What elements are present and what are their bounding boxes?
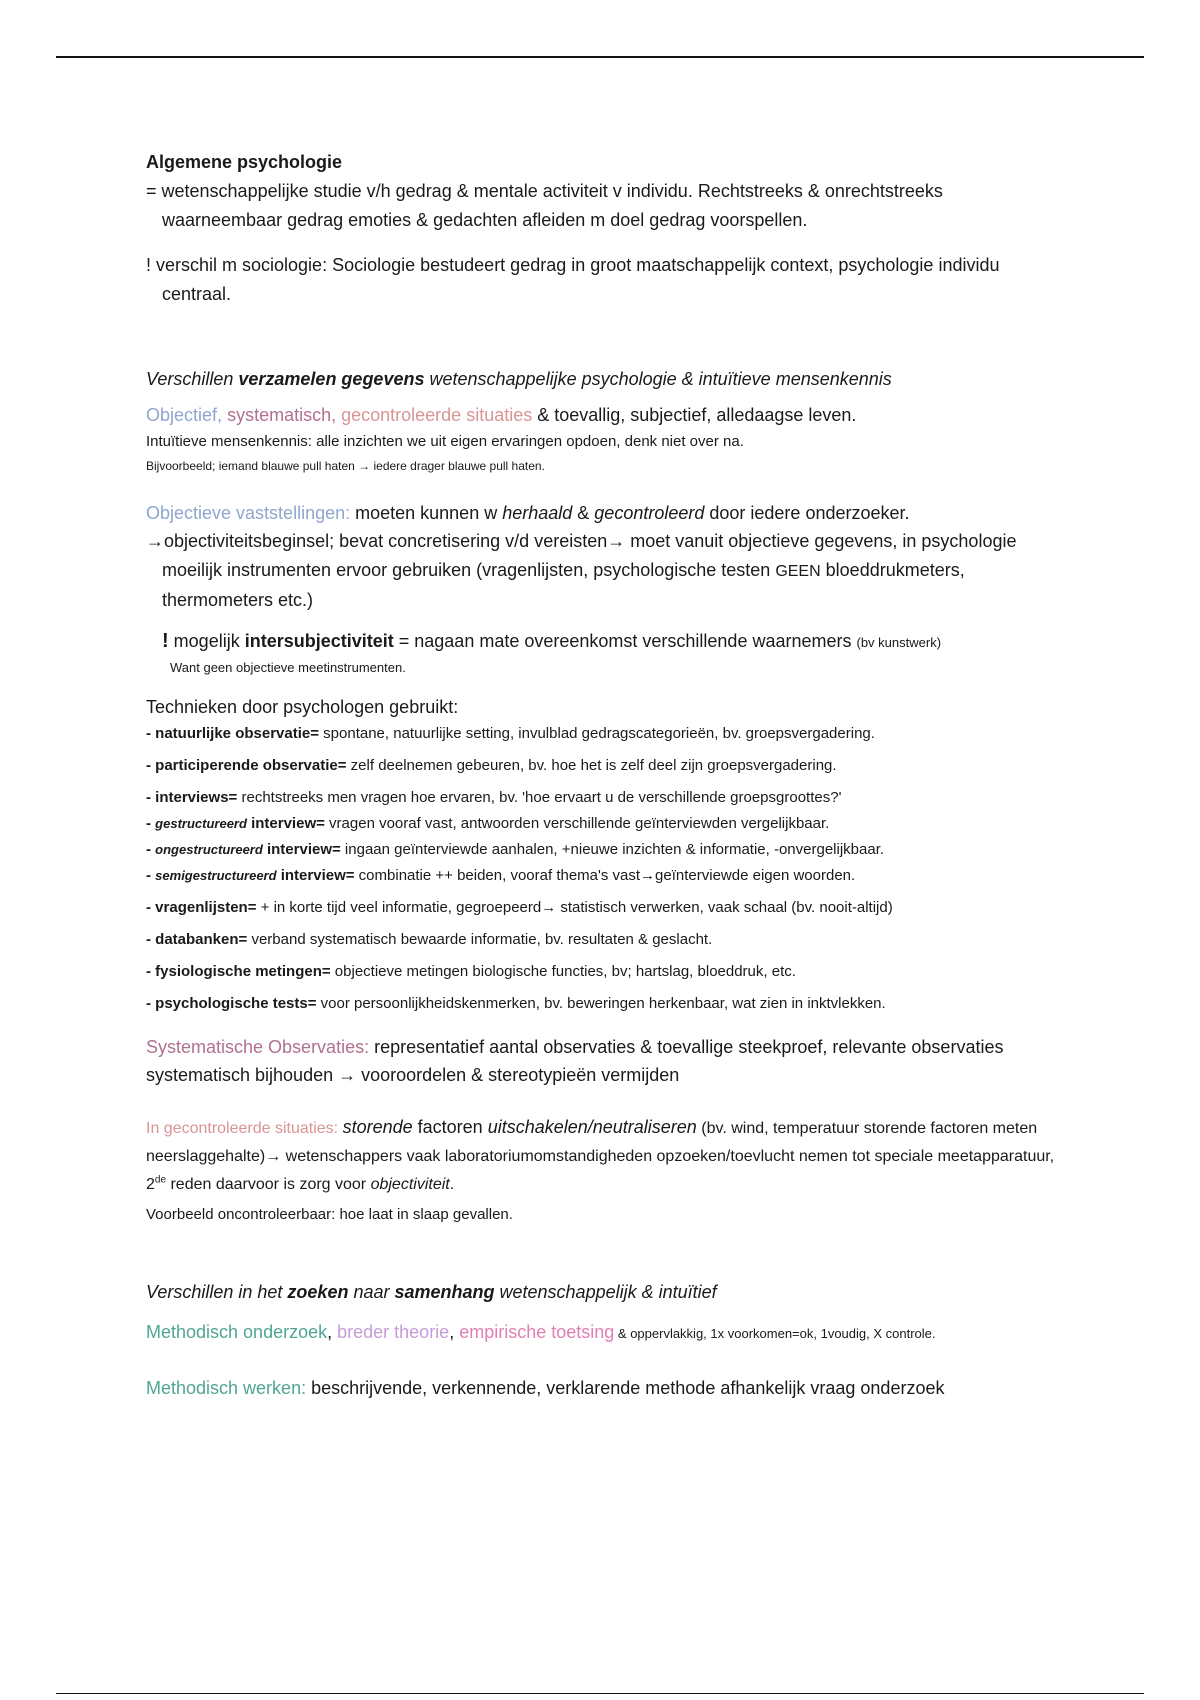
punct: , (331, 405, 342, 425)
technique-description: voor persoonlijkheidskenmerken, bv. beweringen herkenbaar, wat zien in inktvlekken. (316, 995, 886, 1012)
technique-item (146, 785, 1066, 811)
technique-term: interviews= (155, 789, 238, 806)
technique-description: spontane, natuurlijke setting, invulblad gedragscategorieën, bv. groepsvergadering. (319, 725, 875, 742)
technique-term: databanken= (155, 931, 248, 948)
technique-bullet: - (146, 899, 156, 916)
technique-subtype: ongestructureerd (155, 842, 263, 857)
italic-storende: storende (342, 1117, 413, 1137)
punct: , (327, 1322, 338, 1342)
text-part: reden daarvoor is zorg voor (166, 1176, 371, 1193)
inter-note: (bv kunstwerk) (856, 635, 942, 650)
kw-objectief: Objectief (146, 405, 218, 425)
technique-item (146, 927, 1066, 953)
definition-text: wetenschappelijke studie v/h gedrag & mentale activiteit v individu. Rechtstreeks & onrechtstreeks waarneembaar gedrag emoties & gedachten afleiden m doel gedrag voorspellen. (161, 181, 943, 230)
kw-gecontroleerd: gecontroleerde situaties (341, 405, 533, 425)
italic-herhaald: herhaald (502, 503, 573, 523)
heading-part: wetenschappelijke psychologie & intuïtieve mensenkennis (424, 369, 892, 389)
heading-bold: zoeken (287, 1282, 349, 1302)
italic-objectiviteit: objectiviteit (370, 1176, 450, 1193)
principle-text: →objectiviteitsbeginsel; bevat concretisering v/d vereisten→ moet vanuit objectieve gegevens, in psychologie moeilijk instrumenten ervoor gebruiken (vragenlijsten, psychologische testen (146, 531, 1017, 580)
section1-heading (146, 365, 1066, 393)
technique-term: psychologische tests= (155, 995, 317, 1012)
technique-item (146, 863, 1066, 889)
text-part: door iedere onderzoeker. (704, 503, 910, 523)
technique-description: objectieve metingen biologische functies, bv; hartslag, bloeddruk, etc. (330, 963, 796, 980)
kw-methodisch-werken: Methodisch werken: (146, 1378, 307, 1398)
document-body (146, 148, 1066, 1402)
technique-item (146, 959, 1066, 985)
technique-term: interview= (276, 867, 355, 884)
technique-term: interview= (246, 815, 325, 832)
heading-bold: verzamelen gegevens (238, 369, 425, 389)
technique-item (146, 991, 1066, 1017)
inter-reason-text: Want geen objectieve meetinstrumenten. (170, 660, 406, 675)
intersubjectivity (146, 627, 1066, 657)
technique-description: ingaan geïnterviewde aanhalen, +nieuwe inzichten & informatie, -onvergelijkbaar. (340, 841, 885, 858)
text-part: factoren (412, 1117, 488, 1137)
controlled-situations (146, 1113, 1066, 1199)
kw-gecontroleerde-situaties: In gecontroleerde situaties: (146, 1120, 339, 1137)
exclamation-mark: ! (162, 630, 169, 652)
italic-gecontroleerd: gecontroleerd (594, 503, 705, 523)
technique-term: participerende observatie= (155, 757, 347, 774)
technique-bullet: - (146, 815, 156, 832)
controlled-text: (bv. wind, temperatuur storende factoren meten neerslaggehalte)→ wetenschappers vaak laboratoriumomstandigheden opzoeken/toevlucht nemen tot speciale meetapparatuur, 2 (146, 1120, 1055, 1193)
techniques-intro (146, 693, 1066, 721)
methodisch-werken (146, 1374, 1066, 1402)
technique-description: rechtstreeks men vragen hoe ervaren, bv. 'hoe ervaart u de verschillende groepsgroottes?' (237, 789, 842, 806)
intuitive-text: Intuïtieve mensenkennis: alle inzichten we uit eigen ervaringen opdoen, denk niet over na. (146, 433, 744, 450)
technique-description: verband systematisch bewaarde informatie, bv. resultaten & geslacht. (247, 931, 713, 948)
kw-empirische-toetsing: empirische toetsing (459, 1322, 615, 1342)
systematic-observations (146, 1033, 1066, 1089)
techniques-intro-text: Technieken door psychologen gebruikt: (146, 697, 459, 717)
technique-description: zelf deelnemen gebeuren, bv. hoe het is zelf deel zijn groepsvergadering. (346, 757, 837, 774)
sociology-note-text: ! verschil m sociologie: Sociologie bestudeert gedrag in groot maatschappelijk context, psychologie individu centraal. (146, 255, 1000, 304)
section2-rest: & oppervlakkig, 1x voorkomen=ok, 1voudig, X controle. (614, 1326, 936, 1341)
technique-item (146, 721, 1066, 747)
text-part: & (572, 503, 595, 523)
objectivity-principle (146, 527, 1066, 615)
kw-objectieve-vaststellingen: Objectieve vaststellingen: (146, 503, 351, 523)
technique-description: vragen vooraf vast, antwoorden verschillende geïnterviewden vergelijkbaar. (324, 815, 830, 832)
italic-uitschakelen: uitschakelen/neutraliseren (487, 1117, 697, 1137)
inter-reason (146, 657, 1066, 679)
technique-bullet: - (146, 789, 156, 806)
controlled-example-text: Voorbeeld oncontroleerbaar: hoe laat in slaap gevallen. (146, 1206, 513, 1223)
technique-description: combinatie ++ beiden, vooraf thema's vast→geïnterviewde eigen woorden. (354, 867, 856, 884)
page-title (146, 148, 1066, 176)
definition (146, 177, 1066, 235)
technique-description: + in korte tijd veel informatie, gegroepeerd→ statistisch verwerken, vaak schaal (bv. nooit-altijd) (256, 899, 893, 916)
punct: , (217, 405, 228, 425)
systematic-text: representatief aantal observaties & toevallige steekproef, relevante observaties systematisch bijhouden → vooroordelen & stereotypieën vermijden (146, 1037, 1004, 1085)
punct: , (449, 1322, 460, 1342)
technique-term: interview= (262, 841, 341, 858)
techniques-list (146, 721, 1066, 1017)
heading-part: naar (348, 1282, 395, 1302)
kw-systematische-observaties: Systematische Observaties: (146, 1037, 370, 1057)
heading-part: Verschillen in het (146, 1282, 288, 1302)
kw-intersubjectiviteit: intersubjectiviteit (244, 631, 394, 651)
technique-bullet: - (146, 931, 156, 948)
technique-subtype: semigestructureerd (155, 868, 277, 883)
technique-subtype: gestructureerd (155, 816, 247, 831)
geen-text: GEEN (775, 563, 821, 580)
text-part: moeten kunnen w (350, 503, 503, 523)
section1-keywords (146, 401, 1066, 429)
technique-bullet: - (146, 963, 156, 980)
intuitive-knowledge (146, 429, 1066, 455)
text-part: mogelijk (168, 631, 245, 651)
technique-term: natuurlijke observatie= (155, 725, 319, 742)
technique-item (146, 837, 1066, 863)
text-part: . (449, 1176, 455, 1193)
superscript: de (154, 1174, 167, 1186)
definition-prefix: = (146, 181, 162, 201)
kw-systematisch: systematisch (227, 405, 332, 425)
intuitive-example (146, 455, 1066, 477)
technique-bullet: - (146, 841, 156, 858)
example-text: Bijvoorbeeld; iemand blauwe pull haten → iedere drager blauwe pull haten. (146, 459, 545, 473)
technique-item (146, 811, 1066, 837)
bottom-rule (56, 1693, 1144, 1694)
principle-end: bloeddrukmeters, thermometers etc.) (162, 560, 965, 610)
werken-text: beschrijvende, verkennende, verklarende methode afhankelijk vraag onderzoek (306, 1378, 945, 1398)
section2-heading (146, 1278, 1066, 1306)
technique-bullet: - (146, 867, 156, 884)
objective-statement (146, 499, 1066, 527)
heading-part: wetenschappelijk & intuïtief (494, 1282, 717, 1302)
section2-keywords (146, 1318, 1066, 1348)
technique-item (146, 753, 1066, 779)
heading-bold: samenhang (394, 1282, 495, 1302)
top-rule (56, 56, 1144, 58)
controlled-example (146, 1201, 1066, 1228)
technique-item (146, 895, 1066, 921)
technique-bullet: - (146, 757, 156, 774)
technique-bullet: - (146, 995, 156, 1012)
kw-breder-theorie: breder theorie (337, 1322, 450, 1342)
technique-bullet: - (146, 725, 156, 742)
text-part: = nagaan mate overeenkomst verschillende waarnemers (393, 631, 857, 651)
title-text: Algemene psychologie (146, 152, 343, 172)
heading-part: Verschillen (146, 369, 239, 389)
technique-term: vragenlijsten= (155, 899, 257, 916)
sociology-note (146, 251, 1066, 309)
keywords-rest: & toevallig, subjectief, alledaagse leven. (532, 405, 857, 425)
kw-methodisch-onderzoek: Methodisch onderzoek (146, 1322, 328, 1342)
technique-term: fysiologische metingen= (155, 963, 331, 980)
